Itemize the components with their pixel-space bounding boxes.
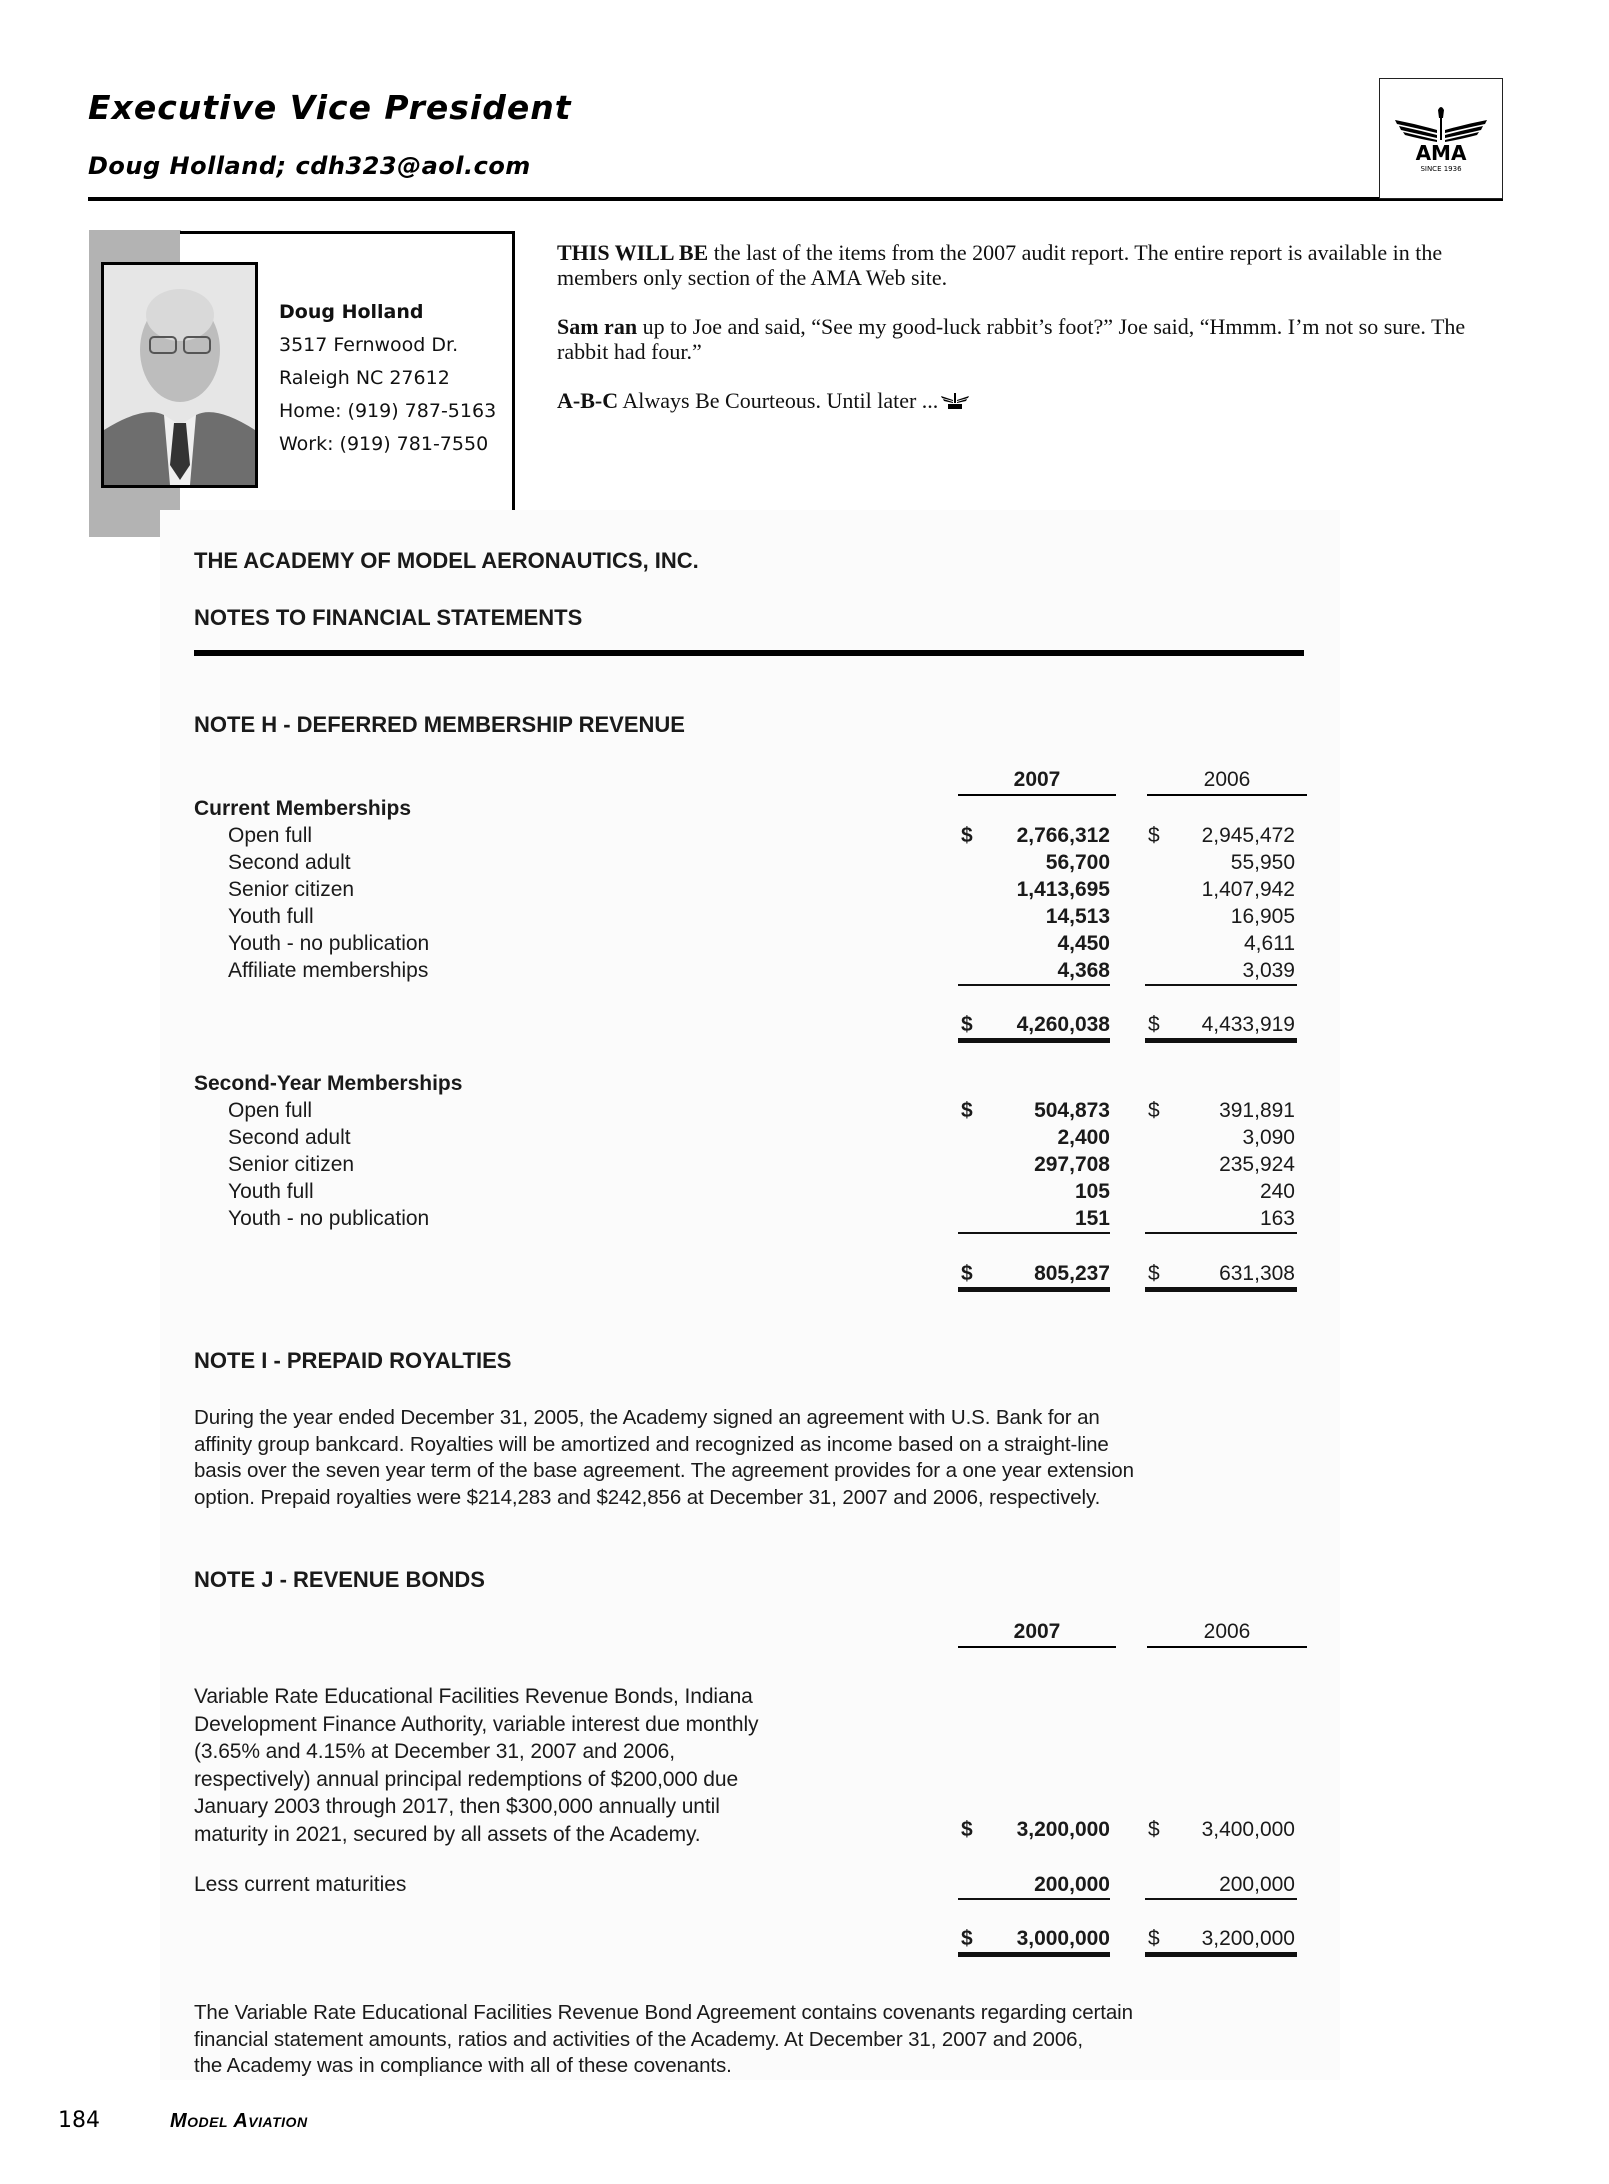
ama-logo — [1379, 78, 1503, 199]
value-2007: 504,873 — [1034, 1099, 1110, 1122]
signoff-paragraph: A-B-C Always Be Courteous. Until later ... — [557, 388, 1517, 413]
value-2007: 2,400 — [1057, 1126, 1110, 1149]
less-2006: 200,000 — [1219, 1873, 1295, 1896]
author-contact: Doug Holland; cdh323@aol.com — [88, 152, 531, 180]
subtotal-rule — [958, 984, 1110, 986]
portrait-photo — [101, 262, 258, 488]
row-label: Second adult — [228, 851, 351, 874]
value-2006: 235,924 — [1219, 1153, 1295, 1176]
note-i-title: NOTE I - PREPAID ROYALTIES — [194, 1348, 512, 1373]
currency-symbol: $ — [1148, 1013, 1160, 1036]
contact-address-line2: Raleigh NC 27612 — [279, 367, 450, 389]
total-double-rule — [958, 1287, 1110, 1292]
second-year-total-2006: 631,308 — [1219, 1262, 1295, 1285]
svg-text:SINCE 1936: SINCE 1936 — [1420, 164, 1462, 173]
row-label: Senior citizen — [228, 1153, 355, 1176]
current-total-2006: 4,433,919 — [1201, 1013, 1295, 1036]
contact-home-phone: Home: (919) 787-5163 — [279, 400, 497, 422]
currency-symbol: $ — [961, 1013, 973, 1036]
total-double-rule — [958, 1038, 1110, 1043]
column-header-2007: 2007 — [958, 768, 1116, 796]
value-2007: 151 — [1074, 1207, 1110, 1230]
total-double-rule — [958, 1952, 1110, 1957]
bonds-2007: 3,200,000 — [1016, 1818, 1110, 1841]
currency-symbol: $ — [1148, 1927, 1160, 1950]
value-2007: 56,700 — [1045, 851, 1110, 874]
intro-text — [557, 240, 1517, 437]
value-2007: 4,368 — [1057, 959, 1110, 982]
heading-rule — [194, 650, 1304, 656]
row-label: Affiliate memberships — [228, 959, 429, 982]
currency-symbol: $ — [961, 1818, 973, 1841]
column-header-2006: 2006 — [1147, 768, 1307, 796]
page-number: 184 — [58, 2108, 100, 2133]
portrait-icon — [104, 265, 255, 485]
value-2007: 4,450 — [1057, 932, 1110, 955]
row-label: Senior citizen — [228, 878, 355, 901]
value-2006: 240 — [1259, 1180, 1295, 1203]
total-double-rule — [1145, 1287, 1297, 1292]
currency-symbol: $ — [1148, 824, 1160, 847]
total-double-rule — [1145, 1952, 1297, 1957]
less-2007: 200,000 — [1034, 1873, 1110, 1896]
subtotal-rule — [1145, 1898, 1297, 1900]
current-total-2007: 4,260,038 — [1016, 1013, 1110, 1036]
row-label: Open full — [228, 824, 313, 847]
currency-symbol: $ — [961, 1262, 973, 1285]
currency-symbol: $ — [1148, 1818, 1160, 1841]
value-2007: 105 — [1074, 1180, 1110, 1203]
intro-paragraph: THIS WILL BE the last of the items from the 2007 audit report. The entire report is available in the members only section of the AMA Web site. — [557, 240, 1443, 290]
value-2007: 2,766,312 — [1016, 824, 1110, 847]
magazine-name: Model Aviation — [170, 2110, 308, 2132]
joke-paragraph: Sam ran up to Joe and said, “See my good-luck rabbit’s foot?” Joe said, “Hmmm. I’m not so sure. The rabbit had four.” — [557, 314, 1466, 364]
value-2006: 55,950 — [1230, 851, 1295, 874]
ama-mini-logo-icon — [940, 393, 970, 411]
net-2006: 3,200,000 — [1201, 1927, 1295, 1950]
currency-symbol: $ — [961, 1927, 973, 1950]
org-name: THE ACADEMY OF MODEL AERONAUTICS, INC. — [194, 548, 699, 573]
subtotal-rule — [958, 1232, 1110, 1234]
value-2007: 1,413,695 — [1016, 878, 1110, 901]
second-year-total-2007: 805,237 — [1034, 1262, 1110, 1285]
currency-symbol: $ — [1148, 1262, 1160, 1285]
currency-symbol: $ — [1148, 1099, 1160, 1122]
contact-details — [279, 296, 496, 461]
value-2006: 163 — [1259, 1207, 1295, 1230]
row-label: Youth full — [228, 905, 314, 928]
row-label: Second adult — [228, 1126, 351, 1149]
value-2007: 297,708 — [1034, 1153, 1110, 1176]
current-memberships-label: Current Memberships — [194, 797, 412, 820]
value-2007: 14,513 — [1045, 905, 1110, 928]
contact-name: Doug Holland — [279, 301, 424, 323]
row-label: Youth full — [228, 1180, 314, 1203]
svg-text:AMA: AMA — [1415, 140, 1467, 165]
less-current-maturities-label: Less current maturities — [194, 1873, 407, 1896]
note-j-title: NOTE J - REVENUE BONDS — [194, 1567, 485, 1592]
section-title: Executive Vice President — [88, 88, 572, 127]
bond-description: Variable Rate Educational Facilities Revenue Bonds, Indiana Development Finance Authority, variable interest due monthly (3.65% and 4.15% at December 31, 2007 and 2006, respectively) annual principal redemptions of $200,000 due January 2003 through 2017, then $300,000 annually until maturity in 2021, secured by all assets of the Academy. — [194, 1685, 759, 1846]
statement-heading: NOTES TO FINANCIAL STATEMENTS — [194, 605, 583, 630]
column-header-2006: 2006 — [1147, 1620, 1307, 1648]
subtotal-rule — [1145, 1232, 1297, 1234]
value-2006: 2,945,472 — [1201, 824, 1295, 847]
value-2006: 16,905 — [1230, 905, 1295, 928]
bonds-2006: 3,400,000 — [1201, 1818, 1295, 1841]
note-h-title: NOTE H - DEFERRED MEMBERSHIP REVENUE — [194, 712, 685, 737]
value-2006: 1,407,942 — [1201, 878, 1295, 901]
contact-work-phone: Work: (919) 781-7550 — [279, 433, 489, 455]
value-2006: 3,039 — [1242, 959, 1295, 982]
value-2006: 391,891 — [1219, 1099, 1295, 1122]
row-label: Open full — [228, 1099, 313, 1122]
covenant-paragraph: The Variable Rate Educational Facilities Revenue Bond Agreement contains covenants regarding certain financial statement amounts, ratios and activities of the Academy. At December 31, 2007 and 2006, the Academy was in compliance with all of these covenants. — [194, 2001, 1133, 2077]
total-double-rule — [1145, 1038, 1297, 1043]
currency-symbol: $ — [961, 824, 973, 847]
net-2007: 3,000,000 — [1016, 1927, 1110, 1950]
note-i-body: During the year ended December 31, 2005, the Academy signed an agreement with U.S. Bank for an affinity group bankcard. Royalties will be amortized and recognized as income based on a straight-line basis over the seven year term of the base agreement. The agreement provides for a one year extension option. Prepaid royalties were $214,283 and $242,856 at December 31, 2007 and 2006, respectively. — [194, 1406, 1134, 1509]
subtotal-rule — [1145, 984, 1297, 986]
header-rule — [88, 197, 1503, 201]
column-header-2007: 2007 — [958, 1620, 1116, 1648]
row-label: Youth - no publication — [228, 932, 430, 955]
currency-symbol: $ — [961, 1099, 973, 1122]
subtotal-rule — [958, 1898, 1110, 1900]
row-label: Youth - no publication — [228, 1207, 430, 1230]
second-year-memberships-label: Second-Year Memberships — [194, 1072, 463, 1095]
value-2006: 3,090 — [1242, 1126, 1295, 1149]
contact-address-line1: 3517 Fernwood Dr. — [279, 334, 459, 356]
value-2006: 4,611 — [1244, 932, 1295, 955]
ama-wings-logo-icon — [1391, 104, 1491, 174]
